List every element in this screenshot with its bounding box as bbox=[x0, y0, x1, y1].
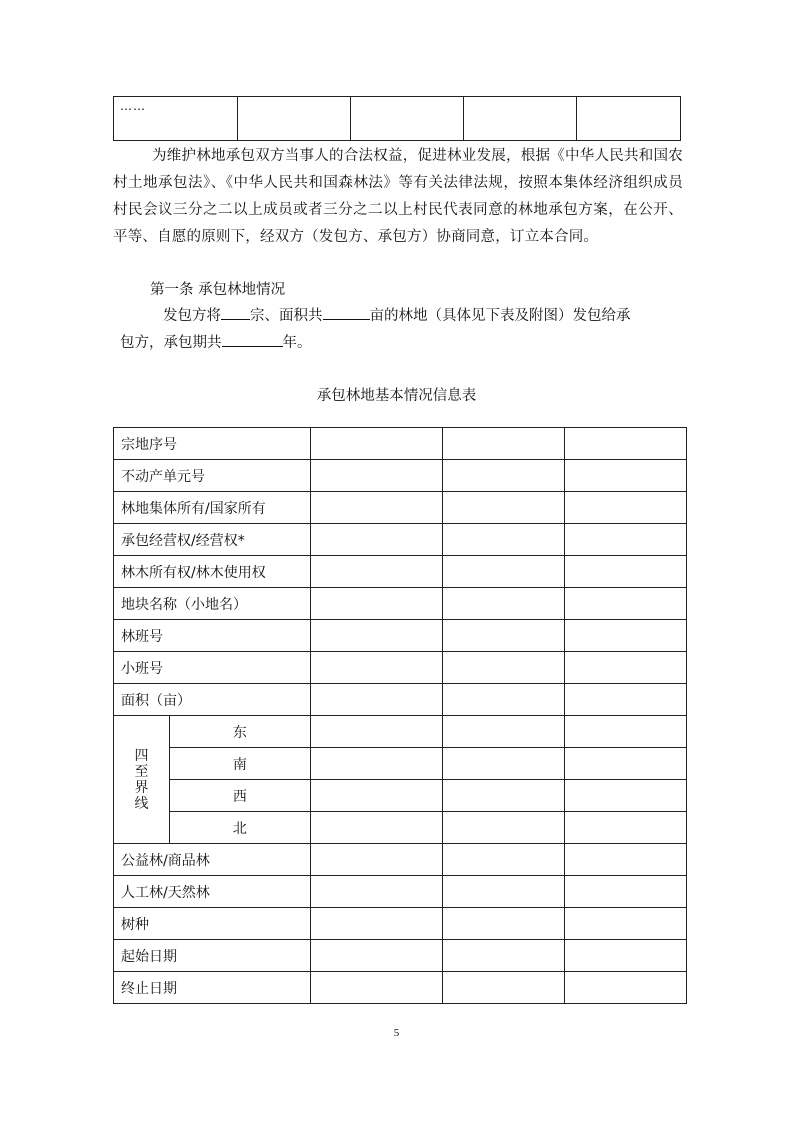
empty-cell bbox=[443, 652, 565, 684]
empty-cell bbox=[310, 940, 443, 972]
blank-area bbox=[323, 303, 370, 320]
direction-north: 北 bbox=[169, 812, 310, 844]
empty-cell bbox=[565, 844, 687, 876]
clause-text: 发包方将 bbox=[163, 308, 221, 324]
table-row bbox=[114, 524, 687, 556]
table-row bbox=[114, 972, 687, 1004]
empty-cell bbox=[443, 940, 565, 972]
table-row bbox=[114, 876, 687, 908]
empty-cell bbox=[310, 684, 443, 716]
empty-cell bbox=[310, 972, 443, 1004]
row-label: 林木所有权/林木使用权 bbox=[114, 556, 311, 588]
row-label: 不动产单元号 bbox=[114, 460, 311, 492]
empty-cell bbox=[310, 716, 443, 748]
row-label: 林班号 bbox=[114, 620, 311, 652]
direction-west: 西 bbox=[169, 780, 310, 812]
empty-cell bbox=[565, 460, 687, 492]
empty-cell bbox=[577, 97, 681, 141]
empty-cell bbox=[565, 492, 687, 524]
table-row bbox=[114, 940, 687, 972]
empty-cell bbox=[565, 812, 687, 844]
row-label: 林地集体所有/国家所有 bbox=[114, 492, 311, 524]
empty-cell bbox=[443, 620, 565, 652]
table-row bbox=[114, 556, 687, 588]
empty-cell bbox=[310, 844, 443, 876]
empty-cell bbox=[310, 620, 443, 652]
empty-cell bbox=[565, 780, 687, 812]
empty-cell bbox=[565, 524, 687, 556]
empty-cell bbox=[443, 972, 565, 1004]
empty-cell bbox=[565, 748, 687, 780]
forest-info-table bbox=[113, 427, 687, 1004]
table-title: 承包林地基本情况信息表 bbox=[316, 388, 477, 404]
empty-cell bbox=[565, 684, 687, 716]
empty-cell bbox=[443, 780, 565, 812]
table-row bbox=[114, 844, 687, 876]
empty-cell bbox=[310, 588, 443, 620]
empty-cell bbox=[443, 844, 565, 876]
empty-cell bbox=[351, 97, 464, 141]
empty-cell bbox=[565, 940, 687, 972]
empty-cell bbox=[565, 556, 687, 588]
blank-term-years bbox=[222, 330, 283, 347]
table-row bbox=[114, 812, 687, 844]
empty-cell bbox=[565, 716, 687, 748]
clause-text: 亩的林地（具体见下表及附图）发包给承 bbox=[369, 308, 631, 324]
empty-cell bbox=[310, 460, 443, 492]
boundary-label: 四至界线 bbox=[134, 747, 149, 812]
empty-cell bbox=[565, 972, 687, 1004]
empty-cell bbox=[443, 492, 565, 524]
clause-line-1 bbox=[163, 303, 683, 330]
empty-cell bbox=[310, 652, 443, 684]
empty-cell bbox=[310, 524, 443, 556]
row-label: 终止日期 bbox=[114, 972, 311, 1004]
empty-cell bbox=[310, 780, 443, 812]
empty-cell bbox=[443, 812, 565, 844]
table-row bbox=[114, 908, 687, 940]
table-row bbox=[114, 460, 687, 492]
table-row bbox=[114, 652, 687, 684]
table-row bbox=[114, 620, 687, 652]
empty-cell bbox=[565, 428, 687, 460]
row-label: 承包经营权/经营权* bbox=[114, 524, 311, 556]
boundary-label-cell bbox=[114, 716, 170, 844]
row-label: 面积（亩） bbox=[114, 684, 311, 716]
table-row bbox=[114, 684, 687, 716]
direction-east: 东 bbox=[169, 716, 310, 748]
direction-south: 南 bbox=[169, 748, 310, 780]
empty-cell bbox=[443, 748, 565, 780]
table-row bbox=[114, 428, 687, 460]
clause-line-2 bbox=[120, 330, 690, 357]
row-label: 起始日期 bbox=[114, 940, 311, 972]
article-heading: 第一条 承包林地情况 bbox=[150, 282, 286, 298]
clause-text: 年。 bbox=[282, 335, 312, 351]
empty-cell bbox=[565, 588, 687, 620]
empty-cell bbox=[310, 812, 443, 844]
empty-cell bbox=[310, 428, 443, 460]
empty-cell bbox=[443, 460, 565, 492]
row-label: 宗地序号 bbox=[114, 428, 311, 460]
empty-cell bbox=[443, 556, 565, 588]
empty-cell bbox=[443, 876, 565, 908]
row-label: 小班号 bbox=[114, 652, 311, 684]
clause-text: 宗、面积共 bbox=[250, 308, 323, 324]
empty-cell bbox=[310, 876, 443, 908]
empty-cell bbox=[443, 524, 565, 556]
empty-cell bbox=[443, 716, 565, 748]
table-row bbox=[114, 492, 687, 524]
blank-parcel-count bbox=[221, 303, 250, 320]
empty-cell bbox=[565, 876, 687, 908]
empty-cell bbox=[310, 492, 443, 524]
row-label: 地块名称（小地名） bbox=[114, 588, 311, 620]
empty-cell bbox=[443, 684, 565, 716]
empty-cell bbox=[443, 908, 565, 940]
empty-cell bbox=[310, 748, 443, 780]
empty-cell bbox=[565, 620, 687, 652]
continued-table bbox=[113, 96, 681, 141]
empty-cell bbox=[238, 97, 351, 141]
empty-cell bbox=[464, 97, 577, 141]
empty-cell bbox=[565, 652, 687, 684]
empty-cell bbox=[443, 428, 565, 460]
page-number: 5 bbox=[393, 1027, 400, 1039]
table-row bbox=[114, 716, 687, 748]
table-row bbox=[114, 588, 687, 620]
table-row bbox=[114, 780, 687, 812]
empty-cell bbox=[310, 908, 443, 940]
row-label: 公益林/商品林 bbox=[114, 844, 311, 876]
row-label: 树种 bbox=[114, 908, 311, 940]
clause-text: 包方，承包期共 bbox=[120, 335, 222, 351]
row-label: 人工林/天然林 bbox=[114, 876, 311, 908]
empty-cell bbox=[310, 556, 443, 588]
table-row bbox=[114, 748, 687, 780]
table-row bbox=[114, 97, 681, 141]
ellipsis-cell: …… bbox=[114, 97, 238, 141]
empty-cell bbox=[443, 588, 565, 620]
empty-cell bbox=[565, 908, 687, 940]
intro-paragraph: 为维护林地承包双方当事人的合法权益，促进林业发展，根据《中华人民共和国农村土地承包法》、《中华人民共和国森林法》等有关法律法规，按照本集体经济组织成员村民会议三分之二以上成员或者三分之二以上村民代表同意的林地承包方案，在公开、平等、自愿的原则下，经双方（发包方、承包方）协商同意，订立本合同。 bbox=[113, 148, 683, 245]
